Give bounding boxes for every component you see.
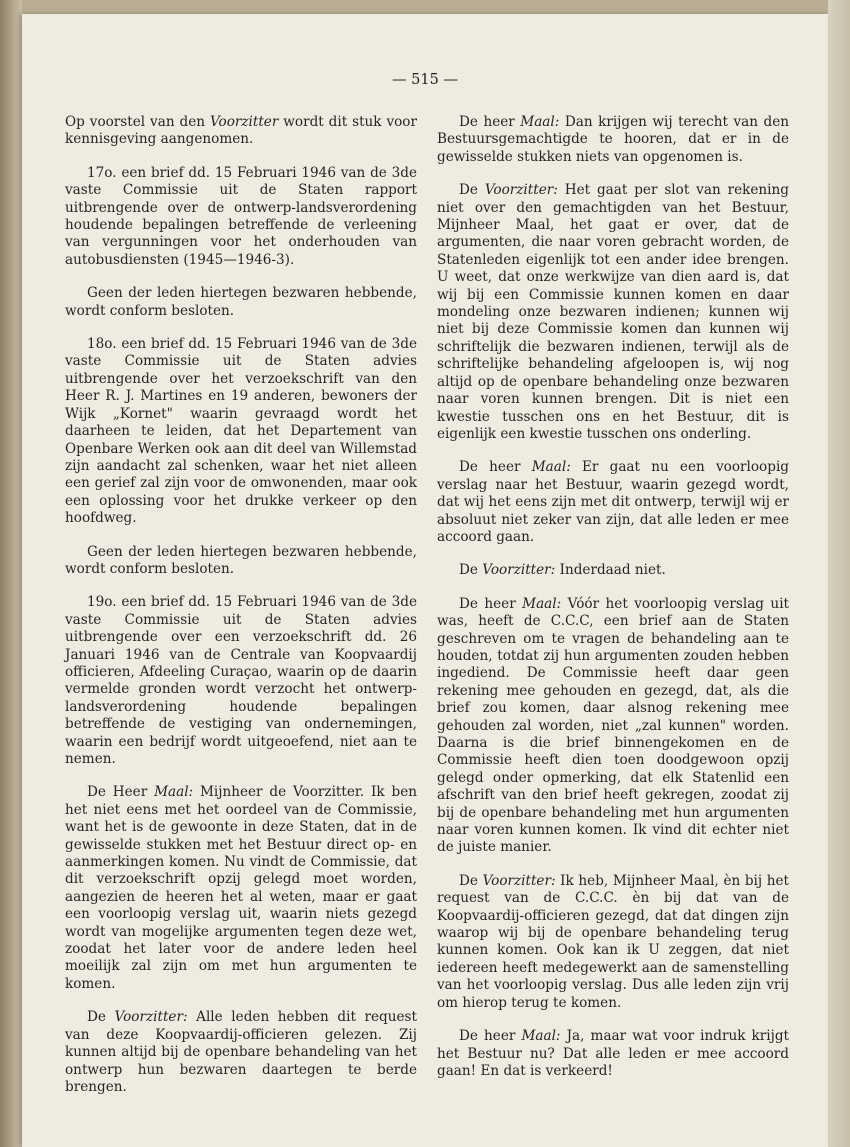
document-page bbox=[22, 14, 828, 1147]
left-column bbox=[65, 114, 417, 1112]
paragraph: 19o. een brief dd. 15 Februari 1946 van de 3de vaste Commissie uit de Staten advies uitbrengende over een verzoekschrift dd. 26 Januari 1946 van de Centrale van Koopvaardij officieren, Afdeeling Curaçao, waarin op de daarin vermelde gronden wordt verzocht het ontwerp-landsverordening houdende bepalingen betreffende de vestiging van ondernemingen, waarin een bedrijf wordt uitgeoefend, niet aan te nemen. bbox=[65, 594, 417, 767]
speaker-name: Maal: bbox=[522, 595, 562, 612]
paragraph: De Voorzitter: Het gaat per slot van rekening niet over den gemachtigden van het Bestuur, Mijnheer Maal, het gaat er over, dat de argumenten, die naar voren gebracht worden, de Statenleden eigenlijk tot een ander idee brengen. U weet, dat onze werkwijze van dien aard is, dat wij bij een Commissie kunnen komen en daar mondeling onze bezwaren indienen; kunnen wij niet bij deze Commissie komen dan kunnen wij schriftelijk die bezwaren indienen, terwijl als de schriftelijke behandeling afgeloopen is, wij nog altijd op de openbare behandeling onze bezwaren naar voren kunnen brengen. Dit is niet een kwestie tusschen ons en het Bestuur, dit is eigenlijk een kwestie tusschen ons onderling. bbox=[437, 182, 789, 442]
paragraph: De heer Maal: Vóór het voorloopig verslag uit was, heeft de C.C.C, een brief aan de Staten geschreven om te vragen de behandeling aan te houden, totdat zij hun argumenten zouden hebben ingediend. De Commissie heeft daar geen rekening mee gehouden en gezegd, dat, als die brief zou komen, daar alsnog rekening mee gehouden zal worden, niet „zal kunnen" worden. Daarna is die brief binnengekomen en de Commissie heeft dien toen doodgewoon opzij gelegd onder opmerking, dat elk Statenlid een afschrift van den brief heeft gekregen, zoodat zij bij de openbare behandeling met hun argumenten naar voren kunnen komen. Ik vind dit echter niet de juiste manier. bbox=[437, 595, 789, 856]
speaker-name: Voorzitter: bbox=[482, 562, 556, 579]
paragraph: De heer Maal: Ja, maar wat voor indruk krijgt het Bestuur nu? Dat alle leden er mee accoord gaan! En dat is verkeerd! bbox=[437, 1028, 789, 1079]
paragraph: De heer Maal: Dan krijgen wij terecht van den Bestuursgemachtigde te hooren, dat er in de gewisselde stukken niets van opgenomen is. bbox=[437, 114, 789, 165]
page-number: — 515 — bbox=[392, 72, 458, 88]
speaker-name: Voorzitter: bbox=[484, 182, 558, 199]
paragraph: 17o. een brief dd. 15 Februari 1946 van de 3de vaste Commissie uit de Staten rapport uitbrengende over de ontwerp-landsverordening houdende bepalingen betreffende de verleening van vergunningen voor het onderhouden van autobusdiensten (1945—1946-3). bbox=[65, 164, 417, 268]
binding-edge bbox=[0, 0, 22, 1147]
paragraph: De Voorzitter: Ik heb, Mijnheer Maal, èn bij het request van de C.C.C. èn bij dat van de Koopvaardij-officieren gezegd, dat dat dingen zijn waarop wij bij de openbare behandeling terug kunnen komen. Ook kan ik U zeggen, dat niet iedereen heeft medegewerkt aan de samenstelling van het voorloopig verslag. Dus alle leden zijn vrij om hierop terug te komen. bbox=[437, 872, 789, 1011]
speaker-name: Voorzitter bbox=[209, 114, 279, 130]
speaker-name: Maal: bbox=[520, 114, 560, 130]
right-column bbox=[437, 114, 789, 1096]
speaker-name: Voorzitter: bbox=[114, 1009, 188, 1026]
paragraph: Op voorstel van den Voorzitter wordt dit stuk voor kennisgeving aangenomen. bbox=[65, 114, 417, 148]
speaker-name: Maal: bbox=[531, 459, 571, 476]
paragraph: 18o. een brief dd. 15 Februari 1946 van de 3de vaste Commissie uit de Staten advies uitbrengende over het verzoekschrift van den Heer R. J. Martines en 19 anderen, bewoners der Wijk „Kornet" waarin gevraagd wordt het daarheen te leiden, dat het Departement van Openbare Werken ook aan dit deel van Willemstad zijn aandacht zal schenken, waar het niet alleen een gerief zal zijn voor de omwonenden, maar ook een oplossing voor het drukke verkeer op den hoofdweg. bbox=[65, 336, 417, 527]
paragraph: De heer Maal: Er gaat nu een voorloopig verslag naar het Bestuur, waarin gezegd wordt, dat wij het eens zijn met dit ontwerp, terwijl wij er absoluut niet zeker van zijn, dat alle leden er mee accoord gaan. bbox=[437, 459, 789, 545]
paragraph: De Heer Maal: Mijnheer de Voorzitter. Ik ben het niet eens met het oordeel van de Commissie, want het is de gewoonte in deze Staten, dat in de gewisselde stukken met het Bestuur direct op- en aanmerkingen komen. Nu vindt de Commissie, dat dit verzoekschrift opzij gelegd moet worden, aangezien de heeren het al weten, maar er gaat een voorloopig verslag uit, waarin niets gezegd wordt van mogelijke argumenten tegen deze wet, zoodat het later voor de andere leden heel moeilijk zal zijn om met hun argumenten te komen. bbox=[65, 784, 418, 992]
speaker-name: Maal: bbox=[154, 784, 194, 801]
page-edge bbox=[828, 0, 850, 1147]
paragraph: Geen der leden hiertegen bezwaren hebbende, wordt conform besloten. bbox=[65, 543, 417, 577]
paragraph: Geen der leden hiertegen bezwaren hebbende, wordt conform besloten. bbox=[65, 285, 417, 319]
speaker-name: Maal: bbox=[521, 1028, 561, 1045]
paragraph: De Voorzitter: Alle leden hebben dit request van deze Koopvaardij-officieren gelezen. Zij kunnen altijd bij de openbare behandeling van het ontwerp hun bezwaren daartegen te berde brengen. bbox=[65, 1009, 417, 1095]
paragraph: De Voorzitter: Inderdaad niet. bbox=[459, 562, 666, 579]
speaker-name: Voorzitter: bbox=[482, 872, 556, 889]
